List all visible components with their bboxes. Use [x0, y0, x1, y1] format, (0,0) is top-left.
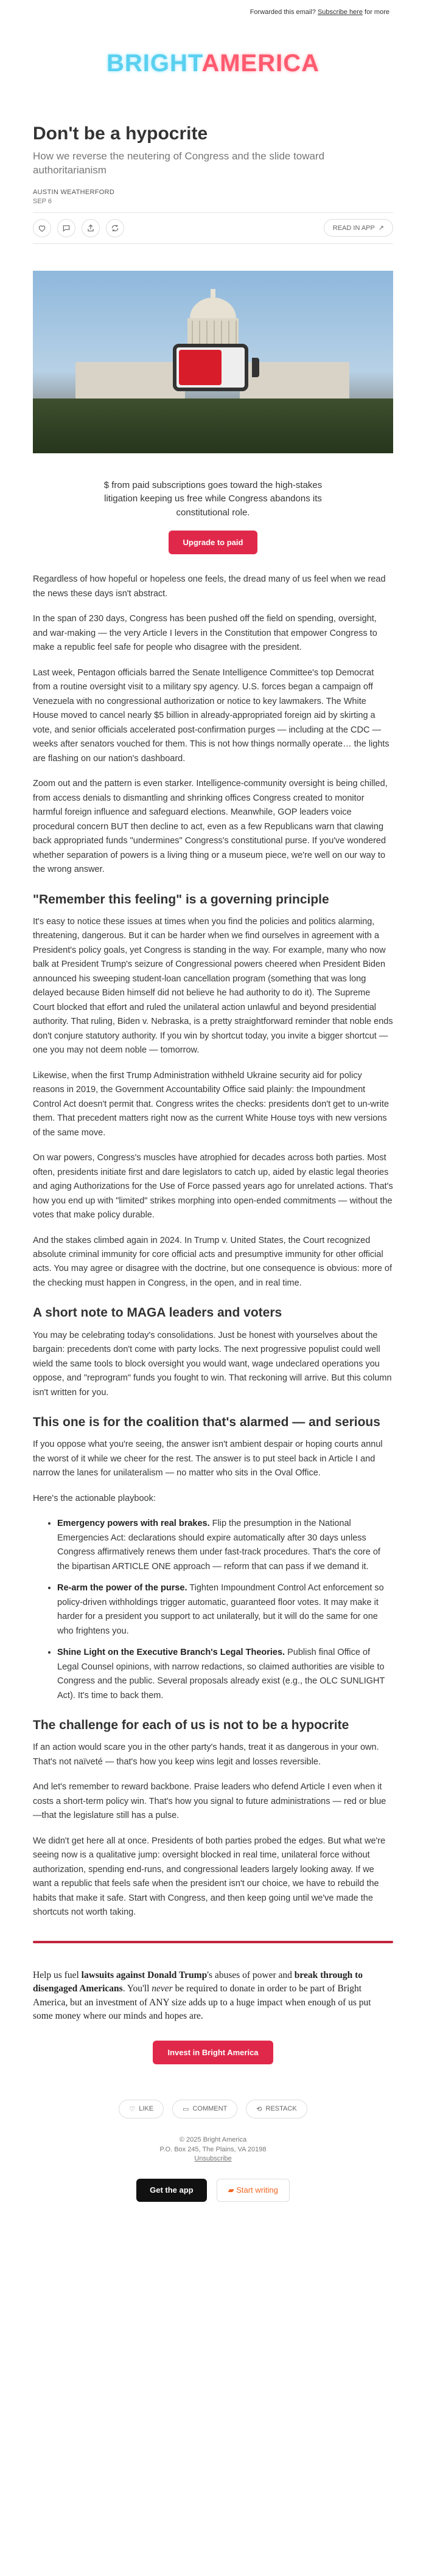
body-paragraph: It's easy to notice these issues at times when you find the policies and politics alarming, threatening, dangerous. But it can be harder when we find ourselves in agreement with a President's policy goals, yet Congress is standing in the way. For example, many who now balk at President Trump's seizure of Congressional powers cheered when President Biden announced his sweeping student-loan cancellation program (something that was long delayed because Biden himself did not believe he had authority to do it). The Supreme Court blocked that effort and ruled the unilateral action unlawful and beyond presidential authority. That ruling, Biden v. Nebraska, is a pretty straightforward reminder that noble ends don't conjure statutory authority. If you win by shortcut today, you invite a bigger shortcut —one you may not deem noble — tomorrow. — [33, 916, 393, 1056]
like-icon[interactable] — [33, 219, 51, 237]
forward-text: Forwarded this email? — [250, 9, 316, 16]
subscribe-link[interactable]: Subscribe here — [317, 9, 363, 16]
post-action-icons — [33, 219, 124, 237]
read-in-app-label: READ IN APP — [332, 225, 375, 232]
body-paragraph: And let's remember to reward backbone. Praise leaders who defend Article I even when it costs a short-term policy win. That's how you signal to future administrations — red or blue—that the legislature still has a pulse. — [33, 1782, 386, 1821]
body-paragraph: In the span of 230 days, Congress has been pushed off the field on spending, oversight, and war-making — the very Article I levers in the Constitution that empower Congress to make a republic feel safe for people who disagree with the president. — [33, 614, 377, 653]
invest-button[interactable]: Invest in Bright America — [153, 2041, 273, 2064]
section-divider — [33, 1941, 393, 1943]
post-title[interactable]: Don't be a hypocrite — [33, 124, 208, 144]
substack-icon: ▰ — [228, 2185, 237, 2195]
invest-button-wrap — [33, 2041, 393, 2064]
hero-image — [33, 271, 393, 453]
list-item-text: Publish final Office of Legal Counsel opinions, with narrow redactions, so claimed authorities are visible to Congress and the public. Several proposals already exist (e.g., the OLC SUNLIGHT Act). It's time to back them. — [57, 1648, 385, 1701]
list-item-heading: Shine Light on the Executive Branch's Legal Theories. — [57, 1648, 285, 1658]
body-paragraph: And the stakes climbed again in 2024. In Trump v. United States, the Court recognized absolute criminal immunity for core official acts and presumptive immunity for other official acts. You may agree or disagree with the doctrine, but one consequence is obvious: more of the checking must happen in Congress, in the open, and in real time. — [33, 1235, 393, 1288]
body-paragraph: Zoom out and the pattern is even starker. Intelligence-community oversight is being chilled, from access denials to dismantling and shrinking offices Congress created to monitor harmful foreign influence and safeguard elections. Meanwhile, GOP leaders voice procedural concern BUT then decline to act, even as a few Republicans warn that clawing back appropriated funds "undermines" Congress's constitutional purse. If you've wondered whether separation of powers is a living thing or a museum piece, we're well on our way to the wrong answer. — [33, 779, 388, 875]
section-heading: "Remember this feeling" is a governing principle — [33, 892, 329, 907]
appeal-bold: lawsuits against Donald Trump — [81, 1969, 208, 1980]
appeal-bold: break through to disengaged Americans — [33, 1969, 363, 1994]
external-link-icon: ↗ — [376, 225, 384, 232]
restack-icon[interactable] — [106, 219, 124, 237]
battery-fill — [179, 350, 222, 385]
body-paragraph: If you oppose what you're seeing, the answer isn't ambient despair or hoping courts annul the worst of it while we cheer for the rest. The answer is to put steel back in Article I and narrow the lanes for unilateralism — no matter who sits in the Oval Office. — [33, 1439, 383, 1478]
logo-container — [0, 50, 426, 86]
comment-icon: ▭ — [183, 2105, 189, 2113]
upgrade-button[interactable]: Upgrade to paid — [169, 531, 258, 554]
battery-tip — [252, 358, 259, 377]
donation-appeal — [33, 1969, 393, 2024]
appeal-text: be required to donate in order to be part of Bright America, but an investment of ANY size adds up to a huge impact when enough of us put some money where our minds and hopes are. — [33, 1983, 371, 2022]
logo-part-bright: BRIGHT — [106, 50, 202, 77]
restack-label: RESTACK — [265, 2105, 297, 2113]
battery-icon — [173, 344, 248, 391]
share-icon[interactable] — [82, 219, 100, 237]
comment-label: COMMENT — [192, 2105, 228, 2113]
list-item — [57, 1581, 393, 1638]
get-app-button[interactable]: Get the app — [136, 2179, 207, 2202]
playbook-list — [33, 1517, 393, 1703]
restack-button[interactable] — [246, 2100, 307, 2118]
comment-button[interactable] — [172, 2100, 237, 2118]
body-paragraph: Regardless of how hopeful or hopeless one feels, the dread many of us feel when we read the news these days isn't abstract. — [33, 574, 386, 599]
footer-buttons — [33, 2179, 393, 2202]
body-paragraph: Last week, Pentagon officials barred the Senate Intelligence Committee's top Democrat from a routine oversight visit to a military spy agency. U.S. forces began a campaign off Venezuela with no congressional authorization or notice to key lawmakers. The White House moved to cancel nearly $5 billion in already-appropriated foreign aid by skirting a vote, and senior officials accelerated post-confirmation purges — including at the CDC — weeks after senators vouched for them. This is not how things normally operate… the lights are flashing on our nation's dashboard. — [33, 667, 389, 764]
body-paragraph: On war powers, Congress's muscles have atrophied for decades across both parties. Most often, presidents initiate first and dare legislators to catch up, aided by elastic legal theories and aging Authorizations for the Use of Force passed years ago for unrelated actions. That's how you end up with "limited" strikes morphing into open-ended commitments — without the votes that make policy durable. — [33, 1153, 393, 1220]
section-heading: A short note to MAGA leaders and voters — [33, 1306, 282, 1320]
appeal-text: Help us fuel — [33, 1969, 82, 1980]
tree-line — [33, 399, 393, 453]
list-item — [57, 1646, 393, 1703]
comment-icon[interactable] — [57, 219, 75, 237]
body-paragraph: We didn't get here all at once. Presidents of both parties probed the edges. But what we're seeing now is a qualitative jump: oversight blocked in real time, unilateral force without authorization, spending end-runs, and congressional leaders largely looking away. If we want a republic that feels safe when the president isn't our choice, we have to rebuild the habits that make it safe. Start with Congress, and then keep going until we've made the shortcuts not worth taking. — [33, 1836, 386, 1918]
unsubscribe-link[interactable]: Unsubscribe — [194, 2155, 232, 2163]
section-heading: This one is for the coalition that's alarmed — and serious — [33, 1415, 380, 1430]
body-paragraph: If an action would scare you in the other party's hands, treat it as dangerous in your own. That's not naïveté — that's how you keep wins legit and losses reversible. — [33, 1742, 379, 1767]
footer-actions — [33, 2100, 393, 2118]
section-heading: The challenge for each of us is not to be a hypocrite — [33, 1718, 349, 1733]
cta-text: $ from paid subscriptions goes toward the high-stakes litigation keeping us free while Congress abandons its constitutional role. — [103, 479, 323, 518]
like-button[interactable] — [119, 2100, 164, 2118]
like-label: LIKE — [139, 2105, 154, 2113]
heart-icon: ♡ — [129, 2105, 136, 2113]
post-date: SEP 6 — [33, 197, 52, 205]
list-item-heading: Re-arm the power of the purse. — [57, 1583, 187, 1593]
list-item-text: Flip the presumption in the National Emergencies Act: declarations should expire automatically after 30 days unless Congress affirmatively renews them under fast-track procedures. That's the core of the bipartisan ARTICLE ONE approach — reform that can pass if we demand it. — [57, 1519, 380, 1572]
bright-america-logo[interactable] — [106, 50, 320, 77]
start-writing-button[interactable] — [217, 2179, 290, 2202]
read-in-app-button[interactable] — [324, 219, 393, 237]
upgrade-cta — [33, 479, 393, 555]
restack-icon: ⟲ — [256, 2105, 262, 2113]
body-paragraph: Likewise, when the first Trump Administration withheld Ukraine security aid for policy reasons in 2019, the Government Accountability Office said plainly: the Impoundment Control Act doesn't permit that. Congress writes the checks: presidents don't get to un-write them. That precedent matters right now as the current White House toys with new versions of the same move. — [33, 1070, 389, 1138]
appeal-italic: never — [152, 1983, 173, 1994]
list-item — [57, 1517, 393, 1574]
address: P.O. Box 245, The Plains, VA 20198 — [159, 2145, 267, 2153]
forward-suffix: for more — [365, 9, 389, 16]
post-actions-bar — [33, 212, 393, 244]
post-body — [33, 573, 393, 1920]
list-item-text: Tighten Impoundment Control Act enforcement so policy-driven withholdings trigger automatic, guaranteed floor votes. It may make it harder for a president you support to act unilaterally, but it will do the same for one who frightens you. — [57, 1583, 384, 1636]
start-writing-label: Start writing — [236, 2185, 278, 2195]
body-paragraph: Here's the actionable playbook: — [33, 1493, 156, 1503]
body-paragraph: You may be celebrating today's consolidations. Just be honest with yourselves about the bargain: precedents don't come with party locks. The next progressive populist could well wield the same tools to block oversight you would want, wage undeclared operations you oppose, and "reprogram" funds you fought to win. That reckoning will arrive. But this column isn't written for you. — [33, 1330, 392, 1398]
footer-meta — [33, 2136, 393, 2165]
copyright: © 2025 Bright America — [179, 2136, 247, 2143]
forward-bar — [0, 0, 426, 21]
logo-part-america: AMERICA — [201, 50, 320, 77]
main-content — [33, 123, 393, 2202]
post-subtitle: How we reverse the neutering of Congress and the slide toward authoritarianism — [33, 150, 325, 176]
appeal-text: 's abuses of power and — [207, 1969, 295, 1980]
post-author[interactable]: AUSTIN WEATHERFORD — [33, 188, 115, 196]
list-item-heading: Emergency powers with real brakes. — [57, 1519, 210, 1529]
appeal-text: . You'll — [122, 1983, 152, 1994]
